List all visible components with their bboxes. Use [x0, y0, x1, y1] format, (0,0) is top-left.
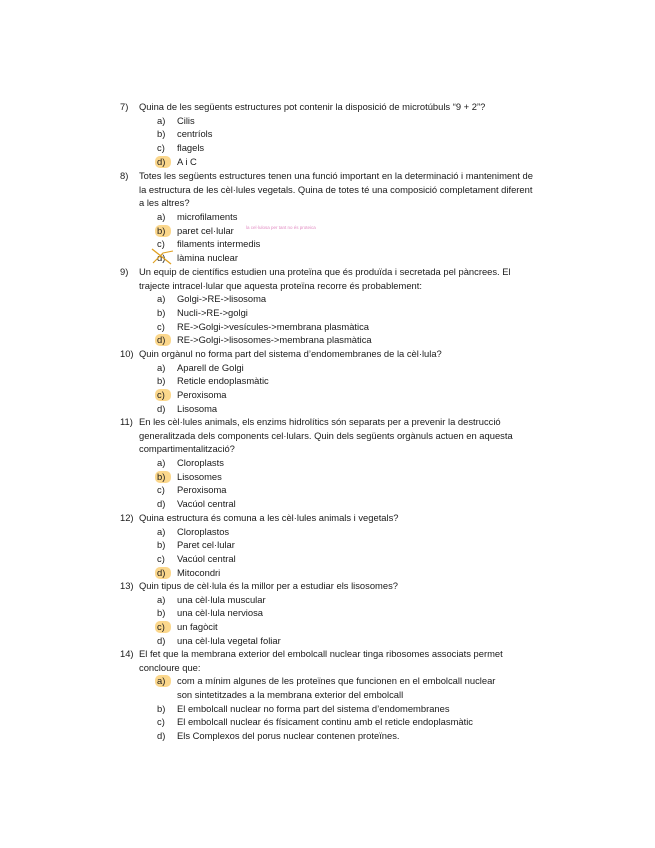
option-text-continuation: son sintetitzades a la membrana exterior del embolcall: [177, 689, 404, 701]
option-c: [155, 620, 540, 634]
option-a: [155, 210, 540, 224]
option-letter: d): [157, 498, 166, 510]
question-text: Totes les següents estructures tenen una funció important en la determinació i manteniment de la estructura de les cèl·lules vegetals. Quina de totes té una composició completament diferent a les altres?: [139, 170, 533, 209]
option-text: Golgi->RE->lisosoma: [177, 293, 267, 305]
option-letter: a): [157, 593, 166, 605]
question-number: 11): [120, 416, 133, 427]
option-letter: d): [157, 252, 166, 264]
option-text: Vacúol central: [177, 553, 236, 565]
question-7: [120, 100, 540, 168]
option-text: com a mínim algunes de les proteïnes que funcionen en el embolcall nuclear: [177, 675, 496, 687]
option-text: una cèl·lula nerviosa: [177, 607, 263, 619]
question-13: [120, 579, 540, 647]
handwritten-note: la cel·lulosa per tant no és proteica: [246, 225, 316, 230]
option-letter: c): [157, 320, 165, 332]
question-8: [120, 169, 540, 265]
option-letter: d): [157, 730, 166, 741]
question-text: Quin tipus de cèl·lula és la millor per a estudiar els lisosomes?: [139, 580, 398, 591]
highlighted-option-letter: d): [155, 334, 171, 346]
option-text: Paret cel·lular: [177, 539, 235, 551]
option-text: Cloroplasts: [177, 457, 224, 469]
option-letter: d): [157, 402, 166, 414]
option-letter: b): [157, 702, 166, 714]
question-9: [120, 265, 540, 347]
option-b: [155, 374, 540, 388]
option-text: filaments intermedis: [177, 238, 261, 250]
option-letter: a): [157, 361, 166, 373]
question-text: En les cèl·lules animals, els enzims hidrolítics són separats per a prevenir la destrucció generalitzada dels components cel·lulars. Quin dels següents orgànuls actuen en aquesta compartimentalització?: [139, 416, 513, 455]
option-b: [155, 224, 540, 238]
question-14: [120, 647, 540, 743]
option-letter: a): [157, 210, 166, 222]
option-b: [155, 306, 540, 320]
option-letter: b): [157, 539, 166, 551]
option-d: [155, 333, 540, 347]
option-a-continuation: [177, 688, 540, 702]
option-b: [155, 702, 540, 716]
option-text: RE->Golgi->vesícules->membrana plasmàtica: [177, 320, 370, 332]
highlighted-option-letter: d): [155, 156, 171, 168]
question-text: El fet que la membrana exterior del embolcall nuclear tinga ribosomes associats permet concloure que:: [139, 648, 503, 673]
option-text: El embolcall nuclear és físicament continu amb el reticle endoplasmàtic: [177, 716, 473, 728]
option-letter: a): [157, 293, 166, 305]
option-letter: b): [157, 607, 166, 619]
option-letter: c): [157, 552, 165, 564]
highlighted-option-letter: b): [155, 225, 171, 237]
highlighted-option-letter: a): [155, 675, 171, 687]
question-text: Quina estructura és comuna a les cèl·lules animals i vegetals?: [139, 512, 399, 523]
highlighted-option-letter: c): [155, 389, 171, 401]
option-text: centríols: [177, 128, 213, 140]
question-number: 12): [120, 512, 134, 523]
option-a: [155, 361, 540, 375]
option-text: un fagòcit: [177, 621, 218, 633]
option-letter: a): [157, 456, 166, 468]
option-text: Cloroplastos: [177, 525, 230, 537]
option-text: Lisosomes: [177, 470, 222, 482]
question-text: Un equip de científics estudien una proteïna que és produïda i secretada pel pàncrees. El trajecte intracel·lular que aquesta proteïna recorre és probablement:: [139, 266, 511, 291]
question-text: Quin orgànul no forma part del sistema d’endomembranes de la cèl·lula?: [139, 348, 442, 359]
question-12: [120, 511, 540, 579]
option-a: [155, 456, 540, 470]
option-letter: c): [157, 716, 165, 728]
option-text: Aparell de Golgi: [177, 361, 244, 373]
question-11: [120, 415, 540, 511]
option-letter: c): [157, 238, 165, 250]
option-a: [155, 114, 540, 128]
option-text: Vacúol central: [177, 498, 236, 510]
highlighted-option-letter: b): [155, 471, 171, 483]
option-c: [155, 237, 540, 251]
option-text: Reticle endoplasmàtic: [177, 375, 269, 387]
option-c: [155, 483, 540, 497]
option-text: El embolcall nuclear no forma part del sistema d’endomembranes: [177, 702, 450, 714]
option-letter: b): [157, 306, 166, 318]
option-d: [155, 566, 540, 580]
option-b: [155, 606, 540, 620]
option-c: [155, 388, 540, 402]
option-letter: c): [157, 141, 165, 153]
option-d: [155, 402, 540, 416]
option-letter: a): [157, 114, 166, 126]
option-d: [155, 251, 540, 265]
option-d: [155, 634, 540, 648]
question-text: Quina de les següents estructures pot contenir la disposició de microtúbuls “9 + 2”?: [139, 101, 486, 112]
option-text: Els Complexos del porus nuclear contenen proteïnes.: [177, 730, 400, 742]
option-a: [155, 525, 540, 539]
option-letter: d): [157, 634, 166, 646]
option-text: Mitocondri: [177, 566, 221, 578]
cross-out-mark: [149, 247, 177, 267]
option-text: RE->Golgi->lisosomes->membrana plasmàtica: [177, 334, 372, 346]
option-d: [155, 497, 540, 511]
highlighted-option-letter: d): [155, 567, 171, 579]
option-a: [155, 292, 540, 306]
question-number: 10): [120, 348, 134, 359]
option-b: [155, 538, 540, 552]
highlighted-option-letter: c): [155, 621, 171, 633]
option-text: Peroxisoma: [177, 484, 227, 496]
option-letter: a): [157, 525, 166, 537]
option-text: làmina nuclear: [177, 252, 238, 264]
option-text: una cèl·lula muscular: [177, 593, 266, 605]
option-b: [155, 127, 540, 141]
option-d: [155, 729, 540, 743]
question-number: 7): [120, 101, 129, 112]
question-number: 13): [120, 580, 134, 591]
option-text: Peroxisoma: [177, 389, 227, 401]
option-d: [155, 155, 540, 169]
option-text: A i C: [177, 155, 197, 167]
option-text: Lisosoma: [177, 402, 218, 414]
option-c: [155, 552, 540, 566]
option-c: [155, 141, 540, 155]
option-text: flagels: [177, 142, 205, 154]
question-10: [120, 347, 540, 415]
option-c: [155, 320, 540, 334]
option-text: paret cel·lular: [177, 224, 234, 236]
option-letter: b): [157, 375, 166, 387]
option-letter: b): [157, 128, 166, 140]
question-number: 14): [120, 648, 134, 659]
option-text: microfilaments: [177, 211, 238, 223]
question-number: 9): [120, 266, 129, 277]
option-text: una cèl·lula vegetal foliar: [177, 634, 281, 646]
question-number: 8): [120, 170, 129, 181]
option-letter: c): [157, 484, 165, 496]
option-text: Cilis: [177, 114, 195, 126]
option-a: [155, 674, 540, 688]
option-text: Nucli->RE->golgi: [177, 307, 248, 319]
option-b: [155, 470, 540, 484]
option-a: [155, 593, 540, 607]
option-c: [155, 715, 540, 729]
